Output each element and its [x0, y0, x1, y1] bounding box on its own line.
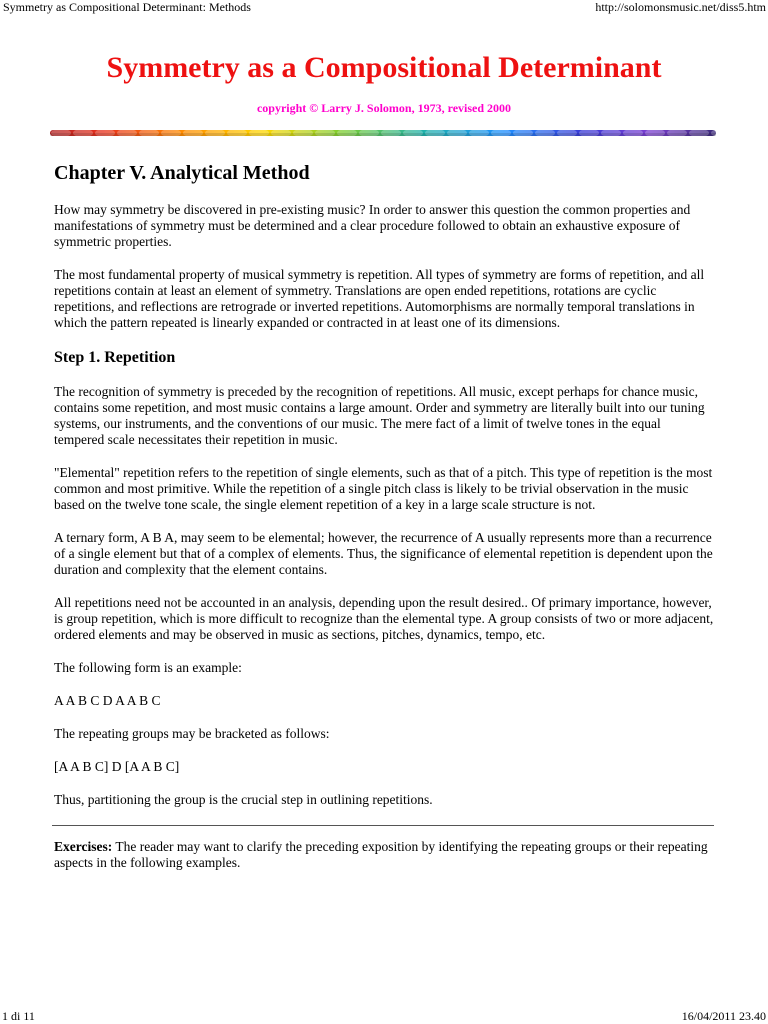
- page-title: Symmetry as a Compositional Determinant: [106, 51, 662, 84]
- print-header-url: http://solomonsmusic.net/diss5.htm: [595, 0, 766, 14]
- example-form: A A B C D A A B C: [54, 693, 161, 708]
- print-header-title: Symmetry as Compositional Determinant: Methods: [3, 0, 251, 14]
- chapter-heading: Chapter V. Analytical Method: [54, 162, 310, 184]
- bracketed-form: [A A B C] D [A A B C]: [54, 759, 180, 774]
- intro-paragraph: How may symmetry be discovered in pre-existing music? In order to answer this question the common properties and manifestations of symmetry must be determined and a clear procedure followed to obtain an exhaustive exposure of symmetric properties.: [54, 202, 691, 249]
- exercises-label: Exercises:: [54, 839, 113, 854]
- step-paragraph: "Elemental" repetition refers to the repetition of single elements, such as that of a pitch. This type of repetition is the most common and most primitive. While the repetition of a single pitch class is likely to be trivial observation in the music based on the twelve tone scale, the single element repetition of a key in a large scale structure is not.: [54, 465, 713, 512]
- print-footer-date: 16/04/2011 23.40: [681, 1009, 766, 1023]
- intro-paragraph: The most fundamental property of musical symmetry is repetition. All types of symmetry are forms of repetition, and all repetitions contain at least an element of symmetry. Translations are open ended repetitions, rotations are cyclic repetitions, and reflections are retrograde or inverted repetitions. Automorphisms are normally temporal translations in which the pattern repeated is linearly expanded or contracted in at least one of its dimensions.: [54, 267, 705, 330]
- step-paragraph: All repetitions need not be accounted in an analysis, depending upon the result desired.. Of primary importance, however, is group repetition, which is more difficult to recognize than the elemental type. A group consists of two or more adjacent, ordered elements and may be observed in music as sections, pitches, dynamics, tempo, etc.: [54, 595, 714, 642]
- step-heading: Step 1. Repetition: [54, 349, 176, 366]
- exercises-text: The reader may want to clarify the preceding exposition by identifying the repeating groups or their repeating aspects in the following examples.: [54, 839, 708, 870]
- main-content: [54, 161, 714, 888]
- rainbow-divider: [50, 126, 716, 140]
- step-conclusion: Thus, partitioning the group is the crucial step in outlining repetitions.: [54, 792, 433, 807]
- section-divider: [52, 825, 714, 826]
- step-paragraph: The recognition of symmetry is preceded by the recognition of repetitions. All music, except perhaps for chance music, contains some repetition, and most music contains a large amount. Order and symmetry are literally built into our tuning systems, our instruments, and the conventions of our music. The mere fact of a limit of twelve tones in the equal tempered scale necessitates their repetition in music.: [54, 384, 705, 447]
- copyright-notice: copyright © Larry J. Solomon, 1973, revised 2000: [256, 101, 512, 115]
- print-footer-page: 1 di 11: [2, 1009, 35, 1023]
- example-intro: The following form is an example:: [54, 660, 242, 675]
- step-paragraph: A ternary form, A B A, may seem to be elemental; however, the recurrence of A usually represents more than a recurrence of a single element but that of a complex of elements. Thus, the significance of elemental repetition is dependent upon the duration and complexity that the element contains.: [54, 530, 713, 577]
- exercises-paragraph: [54, 839, 714, 871]
- bracket-intro: The repeating groups may be bracketed as follows:: [54, 726, 330, 741]
